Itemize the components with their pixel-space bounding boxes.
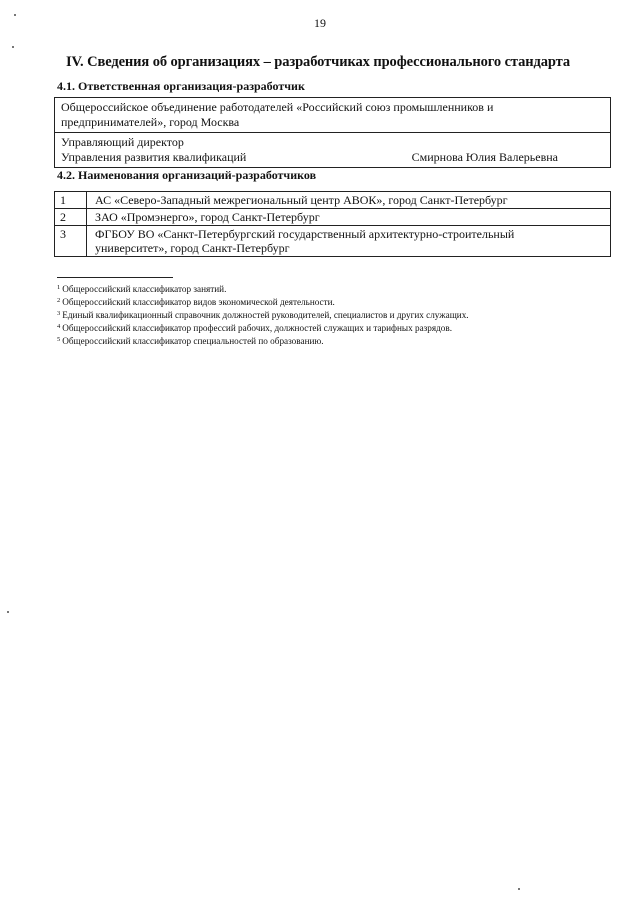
org-name-line-1: Общероссийское объединение работодателей «Российский союз промышленников и	[61, 100, 494, 114]
footnote-text: Общероссийский классификатор занятий.	[62, 284, 227, 294]
org-name-line-2: предпринимателей», город Москва	[61, 115, 240, 129]
footnote-text: Общероссийский классификатор профессий рабочих, должностей служащих и тарифных разрядов.	[62, 323, 453, 333]
org-name	[87, 209, 611, 226]
org-name-line-1: ФГБОУ ВО «Санкт-Петербургский государственный архитектурно-строительный	[95, 227, 515, 241]
responsible-org-name	[55, 98, 610, 132]
footnote-number: 2	[57, 297, 61, 304]
position-line-2: Управления развития квалификаций	[61, 150, 247, 164]
org-name	[87, 226, 611, 257]
scan-speck	[518, 888, 520, 890]
position-signature-line	[61, 150, 606, 165]
responsible-person-name: Смирнова Юлия Валерьевна	[411, 150, 558, 164]
table-row	[55, 209, 611, 226]
footnote-item	[57, 282, 469, 295]
footnote-item	[57, 308, 469, 321]
table-row	[55, 192, 611, 209]
developer-orgs-table	[54, 191, 611, 257]
row-number: 2	[55, 209, 87, 226]
footnote-number: 3	[57, 310, 61, 317]
scan-speck	[7, 611, 9, 613]
footnote-number: 4	[57, 323, 61, 330]
org-name-line-2: университет», город Санкт-Петербург	[95, 241, 290, 255]
page-number: 19	[314, 16, 326, 30]
responsible-org-heading: 4.1. Ответственная организация-разработчик	[57, 79, 305, 93]
org-name-line-1: ЗАО «Промэнерго», город Санкт-Петербург	[95, 210, 320, 224]
org-name	[87, 192, 611, 209]
footnote-text: Единый квалификационный справочник должностей руководителей, специалистов и других служащих.	[62, 310, 469, 320]
table-row	[55, 226, 611, 257]
footnote-item	[57, 334, 469, 347]
responsible-org-box	[54, 97, 611, 168]
footnote-item	[57, 295, 469, 308]
footnotes	[57, 282, 469, 347]
org-name-line-1: АС «Северо-Западный межрегиональный центр АВОК», город Санкт-Петербург	[95, 193, 508, 207]
footnote-separator	[57, 277, 173, 278]
row-number: 3	[55, 226, 87, 257]
footnote-item	[57, 321, 469, 334]
section-title: IV. Сведения об организациях – разработчиках профессионального стандарта	[66, 54, 571, 70]
scan-speck	[12, 46, 14, 48]
footnote-text: Общероссийский классификатор видов экономической деятельности.	[62, 297, 335, 307]
position-line-1: Управляющий директор	[61, 135, 184, 149]
developer-orgs-heading: 4.2. Наименования организаций-разработчиков	[57, 168, 317, 182]
row-number: 1	[55, 192, 87, 209]
responsible-person-row	[55, 132, 610, 167]
footnote-text: Общероссийский классификатор специальностей по образованию.	[62, 336, 324, 346]
footnote-number: 1	[57, 284, 61, 291]
scan-speck	[14, 14, 16, 16]
footnote-number: 5	[57, 336, 61, 343]
